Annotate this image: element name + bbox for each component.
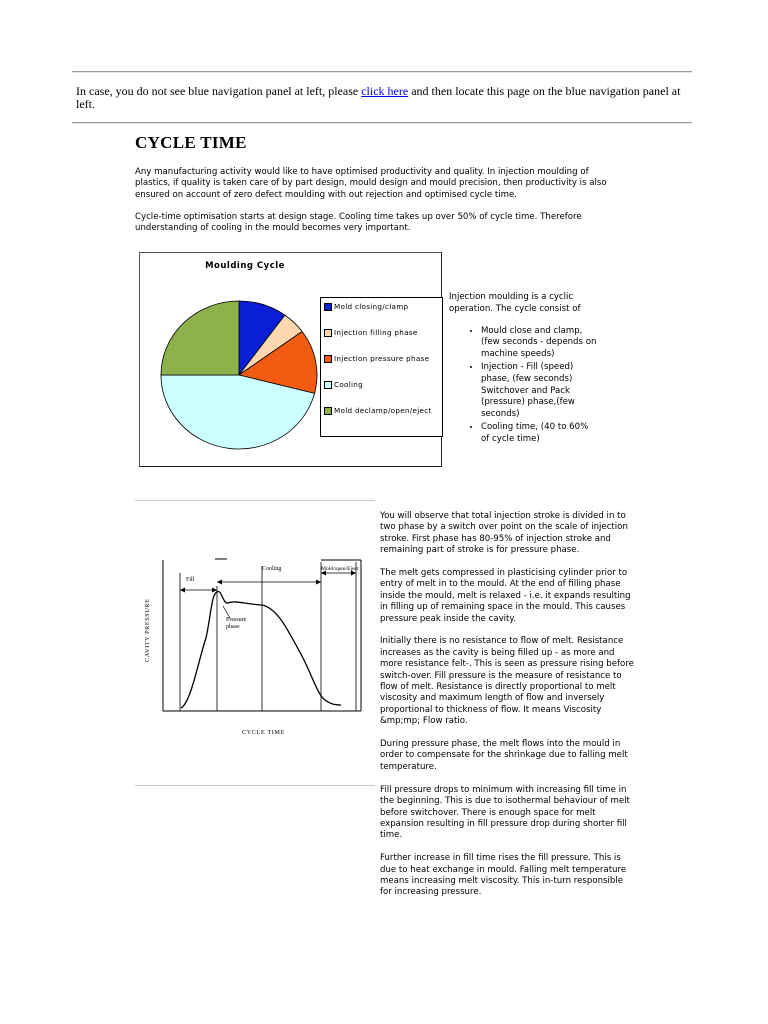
y-axis-label: CAVITY PRESSURE: [144, 598, 151, 662]
fill-arrow-head-left: [180, 588, 185, 593]
legend-item: [324, 302, 408, 312]
legend-label: Mold declamp/open/eject: [334, 406, 432, 415]
intro-paragraph-1: Any manufacturing activity would like to have optimised productivity and quality. In injection moulding of plastics, if quality is taken care of by part design, mould design and mould precision, then productivity is also ensured on account of zero defect moulding with out rejection and optimised cycle time.: [135, 167, 607, 200]
legend-item: [324, 406, 434, 416]
cycle-item: • Mould close and clamp, (few seconds - depends on machine speeds): [481, 326, 599, 361]
top-divider: [72, 71, 692, 73]
mold-open-label: Mold/open/Eject: [321, 566, 359, 572]
graph-top-divider: [135, 500, 375, 501]
explanation-paragraph-1: You will observe that total injection stroke is divided in to two phase by a switch over point on the scale of injection stroke. First phase has 80-95% of injection stroke and remaining part of stroke is for pressure phase.: [380, 511, 628, 556]
nav-note-text: In case, you do not see blue navigation panel at left, please: [76, 84, 362, 98]
pressure-curve: [181, 592, 341, 708]
moulding-cycle-chart: [139, 252, 442, 467]
pie-slice-5: [161, 301, 239, 375]
cycle-item: • Injection - Fill (speed) phase, (few seconds) Switchover and Pack (pressure) phase,(few seconds): [481, 362, 599, 421]
legend-label: Injection filling phase: [334, 328, 418, 337]
legend-swatch: [324, 355, 332, 363]
explanation-paragraph-6: Further increase in fill time rises the fill pressure. This is due to heat exchange in mould. Falling melt temperature means increasing melt viscosity. This in-turn responsible for increasing pressure.: [380, 853, 627, 898]
legend-swatch: [324, 303, 332, 311]
legend-swatch: [324, 407, 332, 415]
legend-label: Cooling: [334, 380, 364, 389]
legend-swatch: [324, 381, 332, 389]
cycle-list: [449, 326, 599, 446]
legend-item: [324, 380, 363, 390]
right-column-text: [380, 511, 635, 910]
cavity-pressure-graph: [135, 548, 370, 748]
legend-label: Injection pressure phase: [334, 354, 430, 363]
legend-label: Mold closing/clamp: [334, 302, 409, 311]
cooling-label: Cooling: [262, 566, 282, 572]
chart-title: Moulding Cycle: [205, 261, 285, 271]
pressure-phase-label-2: phase: [226, 624, 240, 630]
explanation-paragraph-5: Fill pressure drops to minimum with increasing fill time in the beginning. This is due to isothermal behaviour of melt before switchover. There is enough space for melt expansion resulting in fill pressure drop during shorter fill time.: [380, 784, 630, 841]
cycle-intro: Injection moulding is a cyclic operation. The cycle consist of: [449, 292, 581, 314]
explanation-paragraph-3: Initially there is no resistance to flow of melt. Resistance increases as the cavity is being filled up - as more and more resistance felt-. This is seen as pressure rising before switch-over. Fill pressure is the measure of resistance to flow of melt. Resistance is directly proportional to melt viscosity and maximum length of flow and inversely proportional to thickness of flow. It means Viscosity &mp;mp; Flow ratio.: [380, 636, 634, 727]
pie-svg: [140, 253, 320, 466]
graph-bottom-divider: [135, 785, 375, 786]
click-here-link[interactable]: click here: [361, 84, 409, 98]
explanation-paragraph-2: The melt gets compressed in plasticising cylinder prior to entry of melt in to the mould. At the end of filling phase inside the mould, melt is relaxed - i.e. it expands resulting in filling up of remaining space in the mould. This causes pressure peak inside the cavity.: [380, 568, 631, 624]
pressure-phase-label-1: Pressure: [226, 617, 247, 623]
explanation-paragraph-4: During pressure phase, the melt flows into the mould in order to compensate for the shrinkage due to falling melt temperature.: [380, 739, 628, 772]
x-axis-label: CYCLE TIME: [242, 729, 285, 736]
legend-item: [324, 354, 429, 364]
header-divider: [72, 122, 692, 124]
cycle-item: • Cooling time, (40 to 60% of cycle time): [481, 422, 599, 446]
cooling-arrow-head-right: [316, 580, 321, 585]
cooling-arrow-head-left: [217, 580, 222, 585]
fill-label: Fill: [186, 577, 195, 583]
intro-paragraph-2: Cycle-time optimisation starts at design stage. Cooling time takes up over 50% of cycle time. Therefore understanding of cooling in the mould becomes very important.: [135, 212, 582, 234]
legend-swatch: [324, 329, 332, 337]
chart-legend: [320, 297, 443, 437]
page-title: CYCLE TIME: [135, 133, 247, 152]
navigation-note: [76, 85, 696, 111]
cycle-description: [449, 292, 599, 447]
legend-item: [324, 328, 418, 338]
nav-note-text-end: and then locate this page on the blue navigation panel at left.: [76, 84, 681, 111]
